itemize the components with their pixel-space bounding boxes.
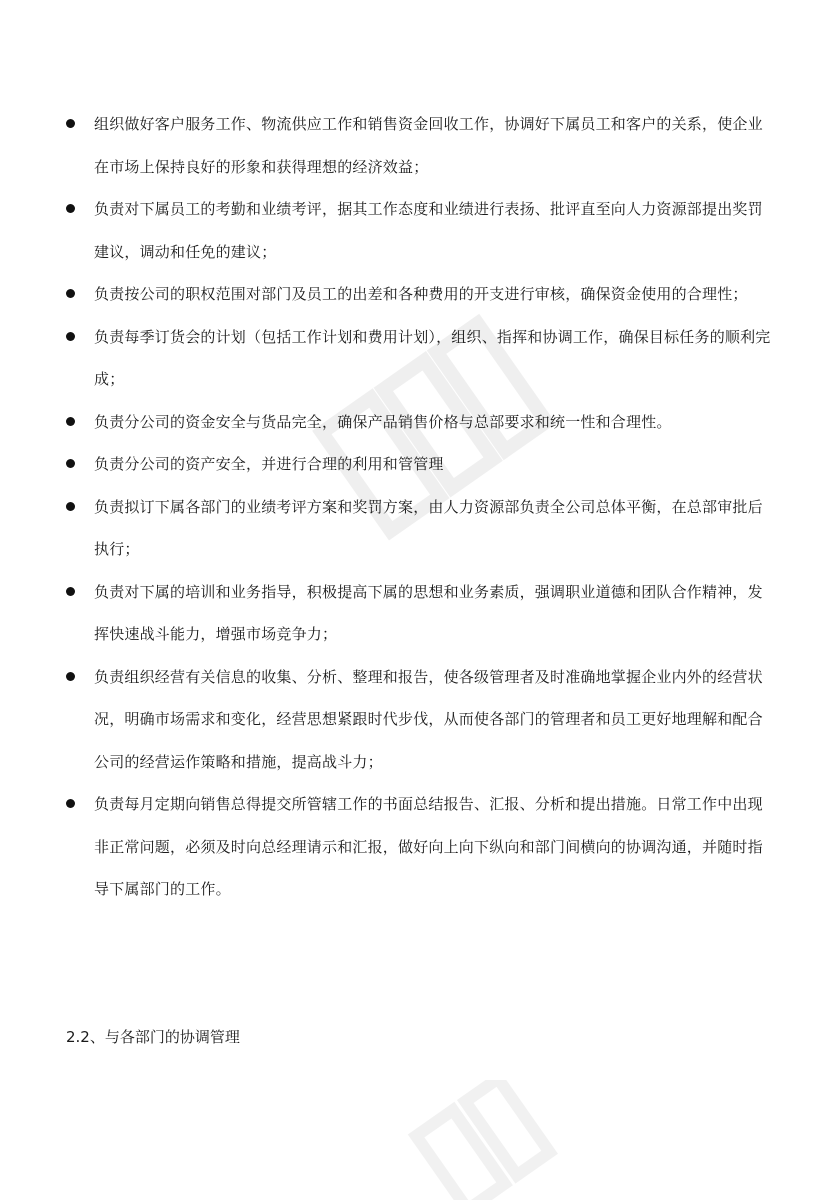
bullet-icon — [66, 459, 75, 468]
list-item — [62, 443, 774, 486]
bullet-icon — [66, 119, 75, 128]
list-item — [62, 401, 774, 444]
responsibility-list — [62, 103, 774, 911]
bullet-icon — [66, 289, 75, 298]
list-item-text: 组织做好客户服务工作、物流供应工作和销售资金回收工作，协调好下属员工和客户的关系，使企业在市场上保持良好的形象和获得理想的经济效益； — [94, 115, 763, 176]
bullet-icon — [66, 672, 75, 681]
list-item — [62, 316, 774, 401]
list-item-text: 负责拟订下属各部门的业绩考评方案和奖罚方案，由人力资源部负责全公司总体平衡，在总部审批后执行； — [94, 497, 763, 558]
bullet-icon — [66, 587, 75, 596]
section-heading: 2.2、与各部门的协调管理 — [66, 1028, 240, 1046]
list-item-text: 负责每月定期向销售总得提交所管辖工作的书面总结报告、汇报、分析和提出措施。日常工作中出现非正常问题，必须及时向总经理请示和汇报，做好向上向下纵向和部门间横向的协调沟通，并随时指导下属部门的工作。 — [94, 795, 763, 898]
bullet-icon — [66, 799, 75, 808]
bullet-icon — [66, 332, 75, 341]
list-item — [62, 188, 774, 273]
list-item — [62, 486, 774, 571]
list-item — [62, 103, 774, 188]
list-item — [62, 783, 774, 911]
bullet-icon — [66, 417, 75, 426]
list-item-text: 负责分公司的资产安全，并进行合理的利用和管管理 — [94, 455, 444, 473]
list-item-text: 负责分公司的资金安全与货品完全，确保产品销售价格与总部要求和统一性和合理性。 — [94, 412, 672, 431]
watermark-graphic-bottom — [380, 1080, 580, 1200]
bullet-icon — [66, 502, 75, 511]
list-item — [62, 273, 774, 316]
list-item — [62, 571, 774, 656]
list-item-text: 负责对下属的培训和业务指导，积极提高下属的思想和业务素质，强调职业道德和团队合作精神，发挥快速战斗能力，增强市场竞争力； — [94, 582, 763, 643]
list-item-text: 负责对下属员工的考勤和业绩考评，据其工作态度和业绩进行表扬、批评直至向人力资源部提出奖罚建议，调动和任免的建议； — [94, 200, 763, 261]
bullet-icon — [66, 204, 75, 213]
list-item — [62, 656, 774, 784]
list-item-text: 负责每季订货会的计划（包括工作计划和费用计划），组织、指挥和协调工作，确保目标任务的顺利完成； — [94, 327, 771, 388]
list-item-text: 负责组织经营有关信息的收集、分析、整理和报告，使各级管理者及时准确地掌握企业内外的经营状况，明确市场需求和变化，经营思想紧跟时代步伐，从而使各部门的管理者和员工更好地理解和配合公司的经营运作策略和措施，提高战斗力； — [94, 667, 763, 771]
list-item-text: 负责按公司的职权范围对部门及员工的出差和各种费用的开支进行审核，确保资金使用的合理性； — [94, 285, 748, 303]
